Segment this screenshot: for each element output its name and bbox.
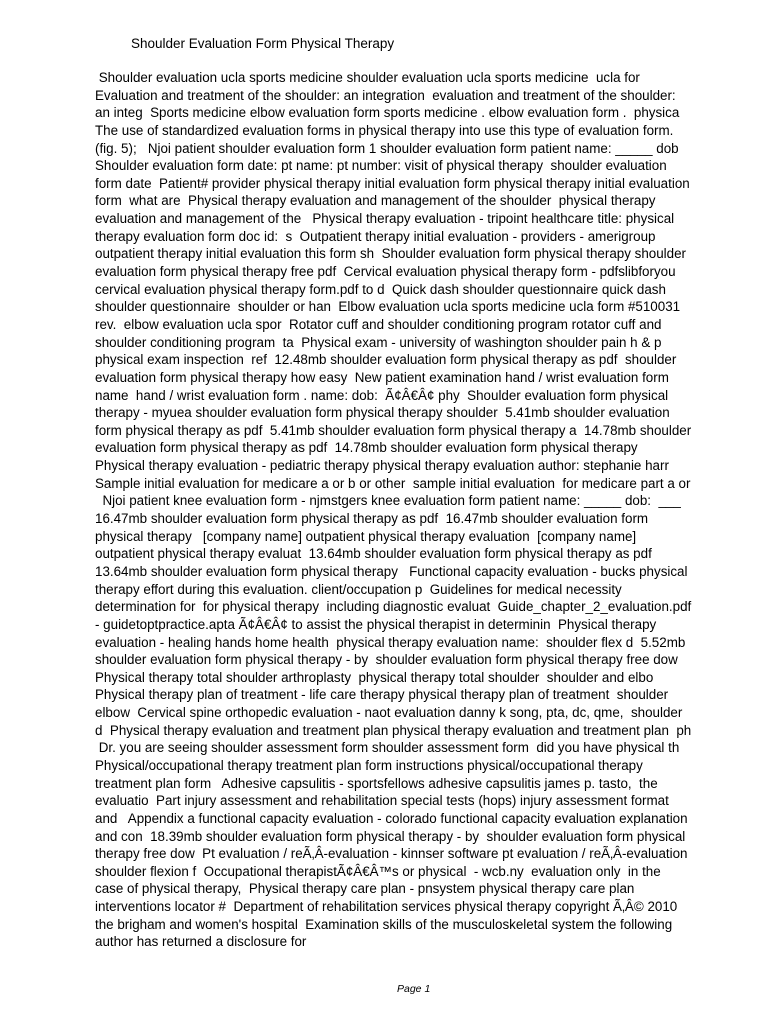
body-line: 13.64mb shoulder evaluation form physical therapy Functional capacity evaluation - bucks physical (95, 563, 688, 579)
body-line: Physical therapy evaluation - pediatric therapy physical therapy evaluation author: stephanie harr (95, 458, 669, 474)
body-line: shoulder questionnaire shoulder or han Elbow evaluation ucla sports medicine ucla form #510031 (95, 299, 681, 315)
body-line: cervical evaluation physical therapy form.pdf to d Quick dash shoulder questionnaire quick dash (95, 281, 666, 297)
body-line: therapy effort during this evaluation. client/occupation p Guidelines for medical necessity (95, 581, 622, 597)
body-line: shoulder evaluation form physical therapy - by shoulder evaluation form physical therapy free dow (95, 652, 678, 668)
document-body (95, 69, 745, 951)
body-line: Sample initial evaluation for medicare a or b or other sample initial evaluation for medicare part a or (95, 475, 691, 491)
body-line: evaluation form physical therapy as pdf 14.78mb shoulder evaluation form physical therapy (95, 440, 638, 456)
body-line: form physical therapy as pdf 5.41mb shoulder evaluation form physical therapy a 14.78mb shoulder (95, 422, 692, 438)
page-number: Page 1 (397, 983, 431, 995)
body-line: elbow Cervical spine orthopedic evaluation - naot evaluation danny k song, pta, dc, qme, shoulder (95, 705, 683, 721)
body-line: outpatient physical therapy evaluat 13.64mb shoulder evaluation form physical therapy as pdf (95, 546, 652, 562)
body-line: The use of standardized evaluation forms in physical therapy into use this type of evaluation form. (95, 122, 674, 138)
body-line: (fig. 5); Njoi patient shoulder evaluation form 1 shoulder evaluation form patient name: _____ dob (95, 140, 679, 156)
body-line: Physical/occupational therapy treatment plan form instructions physical/occupational therapy (95, 757, 643, 773)
body-line: and Appendix a functional capacity evaluation - colorado functional capacity evaluation explanation (95, 810, 688, 826)
body-line: form date Patient# provider physical therapy initial evaluation form physical therapy initial evaluation (95, 175, 690, 191)
body-line: shoulder flexion f Occupational therapistÃ¢Â€Â™s or physical - wcb.ny evaluation only in the (95, 863, 661, 879)
body-line: outpatient therapy initial evaluation this form sh Shoulder evaluation form physical therapy shoulder (95, 246, 687, 262)
body-line: evaluation form physical therapy free pdf Cervical evaluation physical therapy form - pdfslibforyou (95, 264, 676, 280)
body-line: Shoulder evaluation ucla sports medicine shoulder evaluation ucla sports medicine ucla for (95, 70, 640, 85)
body-line: form what are Physical therapy evaluation and management of the shoulder physical therapy (95, 193, 656, 209)
body-line: therapy - myuea shoulder evaluation form physical therapy shoulder 5.41mb shoulder evaluation (95, 405, 670, 421)
body-line: case of physical therapy, Physical therapy care plan - pnsystem physical therapy care plan (95, 881, 635, 897)
body-line: an integ Sports medicine elbow evaluation form sports medicine . elbow evaluation form . physica (95, 105, 680, 121)
body-line: Njoi patient knee evaluation form - njmstgers knee evaluation form patient name: _____ dob: ___ (95, 493, 681, 509)
body-line: d Physical therapy evaluation and treatment plan physical therapy evaluation and treatment plan ph (95, 722, 692, 738)
body-line: evaluation form physical therapy how easy New patient examination hand / wrist evaluation form (95, 369, 669, 385)
body-line: evaluation - healing hands home health physical therapy evaluation name: shoulder flex d 5.52mb (95, 634, 686, 650)
body-line: interventions locator # Department of rehabilitation services physical therapy copyright Ã‚Â© 2010 (95, 899, 678, 915)
body-line: Shoulder evaluation form date: pt name: pt number: visit of physical therapy shoulder evaluation (95, 158, 667, 174)
body-line: shoulder conditioning program ta Physical exam - university of washington shoulder pain h & p (95, 334, 662, 350)
body-line: evaluatio Part injury assessment and rehabilitation special tests (hops) injury assessment format (95, 793, 669, 809)
document-title: Shoulder Evaluation Form Physical Therapy (131, 36, 395, 51)
body-line: evaluation and management of the Physical therapy evaluation - tripoint healthcare title: physical (95, 211, 675, 227)
body-line: Physical therapy total shoulder arthroplasty physical therapy total shoulder shoulder and elbo (95, 669, 654, 685)
body-line: - guidetoptpractice.apta Ã¢Â€Â¢ to assist the physical therapist in determinin Physical therapy (95, 616, 657, 632)
body-line: name hand / wrist evaluation form . name: dob: Ã¢Â€Â¢ phy Shoulder evaluation form physical (95, 387, 669, 403)
body-line: author has returned a disclosure for (95, 934, 307, 950)
body-line: and con 18.39mb shoulder evaluation form physical therapy - by shoulder evaluation form physical (95, 828, 686, 844)
body-line: determination for for physical therapy including diagnostic evaluat Guide_chapter_2_evaluation.pdf (95, 599, 692, 615)
body-line: treatment plan form Adhesive capsulitis - sportsfellows adhesive capsulitis james p. tasto, the (95, 775, 658, 791)
body-line: the brigham and women's hospital Examination skills of the musculoskeletal system the following (95, 916, 673, 932)
body-line: Dr. you are seeing shoulder assessment form shoulder assessment form did you have physical th (95, 740, 680, 756)
body-line: Evaluation and treatment of the shoulder: an integration evaluation and treatment of the shoulder: (95, 87, 676, 103)
body-line: physical therapy [company name] outpatient physical therapy evaluation [company name] (95, 528, 637, 544)
body-line: physical exam inspection ref 12.48mb shoulder evaluation form physical therapy as pdf shoulder (95, 352, 677, 368)
body-line: rev. elbow evaluation ucla spor Rotator cuff and shoulder conditioning program rotator cuff and (95, 316, 662, 332)
body-line: therapy evaluation form doc id: s Outpatient therapy initial evaluation - providers - amerigroup (95, 228, 656, 244)
body-line: 16.47mb shoulder evaluation form physical therapy as pdf 16.47mb shoulder evaluation form (95, 511, 649, 527)
body-line: therapy free dow Pt evaluation / reÃ‚Â-evaluation - kinnser software pt evaluation / reÃ‚Â-evaluation (95, 846, 688, 862)
body-line: Physical therapy plan of treatment - life care therapy physical therapy plan of treatment shoulder (95, 687, 669, 703)
